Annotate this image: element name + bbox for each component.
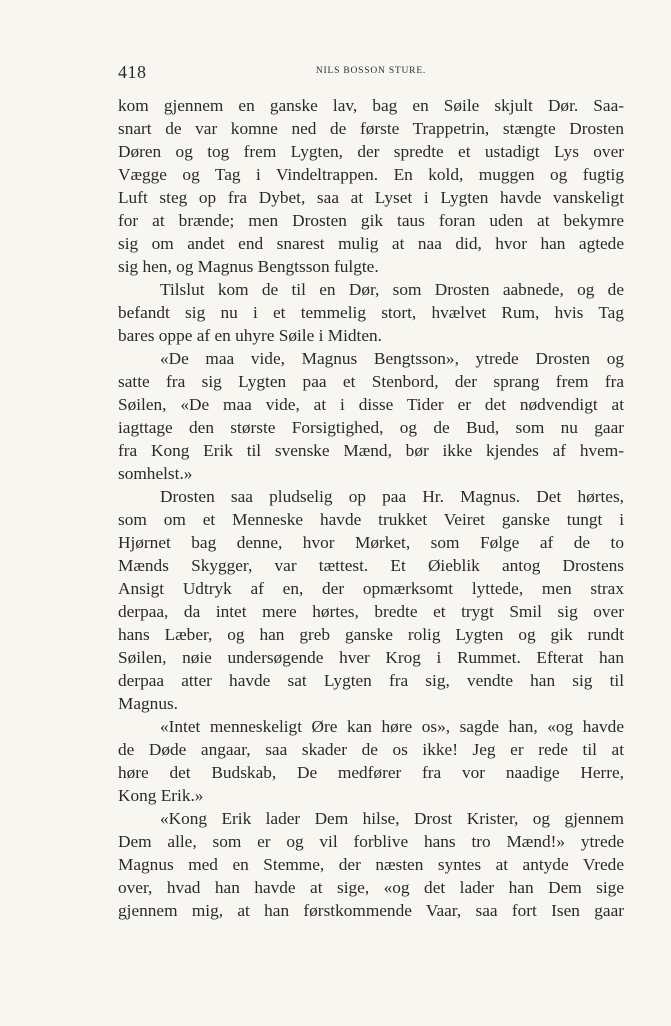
body-text [118,94,624,922]
text-line: sig om andet end snarest mulig at naa did, hvor han agtede [118,234,624,253]
text-line: satte fra sig Lygten paa et Stenbord, der sprang frem fra [118,372,624,391]
text-line: Søilen, nøie undersøgende hver Krog i Rummet. Efterat han [118,648,624,667]
text-line: Døren og tog frem Lygten, der spredte et ustadigt Lys over [118,142,624,161]
page-header [118,60,624,86]
text-line: «Intet menneskeligt Øre kan høre os», sagde han, «og havde [160,717,624,736]
text-line: Søilen, «De maa vide, at i disse Tider er det nødvendigt at [118,395,624,414]
page-number: 418 [118,62,147,82]
text-line: hans Læber, og han greb ganske rolig Lygten og gik rundt [118,625,624,644]
text-line: de Døde angaar, saa skader de os ikke! Jeg er rede til at [118,740,624,759]
text-line: fra Kong Erik til svenske Mænd, bør ikke kjendes af hvem- [118,441,624,460]
text-line: for at brænde; men Drosten gik taus foran uden at bekymre [118,211,624,230]
text-line: Kong Erik.» [118,786,204,805]
text-line: over, hvad han havde at sige, «og det lader han Dem sige [118,878,624,897]
text-line: bares oppe af en uhyre Søile i Midten. [118,326,382,345]
text-line: derpaa atter havde sat Lygten fra sig, vendte han sig til [118,671,624,690]
text-line: snart de var komne ned de første Trappetrin, stængte Drosten [118,119,624,138]
text-line: Ansigt Udtryk af en, der opmærksomt lyttede, men strax [118,579,624,598]
text-line: befandt sig nu i et temmelig stort, hvælvet Rum, hvis Tag [118,303,624,322]
text-line: Vægge og Tag i Vindeltrappen. En kold, muggen og fugtig [118,165,624,184]
running-title: NILS BOSSON STURE. [315,66,427,76]
text-line: Magnus. [118,694,179,713]
text-line: Magnus med en Stemme, der næsten syntes at antyde Vrede [118,855,624,874]
text-line: derpaa, da intet mere hørtes, bredte et trygt Smil sig over [118,602,624,621]
text-line: høre det Budskab, De medfører fra vor naadige Herre, [118,763,624,782]
text-line: Mænds Skygger, var tættest. Et Øieblik antog Drostens [118,556,624,575]
text-line: gjennem mig, at han førstkommende Vaar, saa fort Isen gaar [118,901,624,920]
text-line: Drosten saa pludselig op paa Hr. Magnus. Det hørtes, [160,487,624,506]
text-line: sig hen, og Magnus Bengtsson fulgte. [118,257,379,276]
text-line: Hjørnet bag denne, hvor Mørket, som Følge af de to [118,533,624,552]
text-line: Dem alle, som er og vil forblive hans tro Mænd!» ytrede [118,832,624,851]
text-line: kom gjennem en ganske lav, bag en Søile skjult Dør. Saa- [118,96,624,115]
text-line: Tilslut kom de til en Dør, som Drosten aabnede, og de [160,280,624,299]
text-line: «Kong Erik lader Dem hilse, Drost Krister, og gjennem [160,809,624,828]
text-line: Luft steg op fra Dybet, saa at Lyset i Lygten havde vanskeligt [118,188,624,207]
text-line: «De maa vide, Magnus Bengtsson», ytrede Drosten og [160,349,624,368]
text-line: iagttage den største Forsigtighed, og de Bud, som nu gaar [118,418,624,437]
text-line: som om et Menneske havde trukket Veiret ganske tungt i [118,510,624,529]
text-line: somhelst.» [118,464,193,483]
